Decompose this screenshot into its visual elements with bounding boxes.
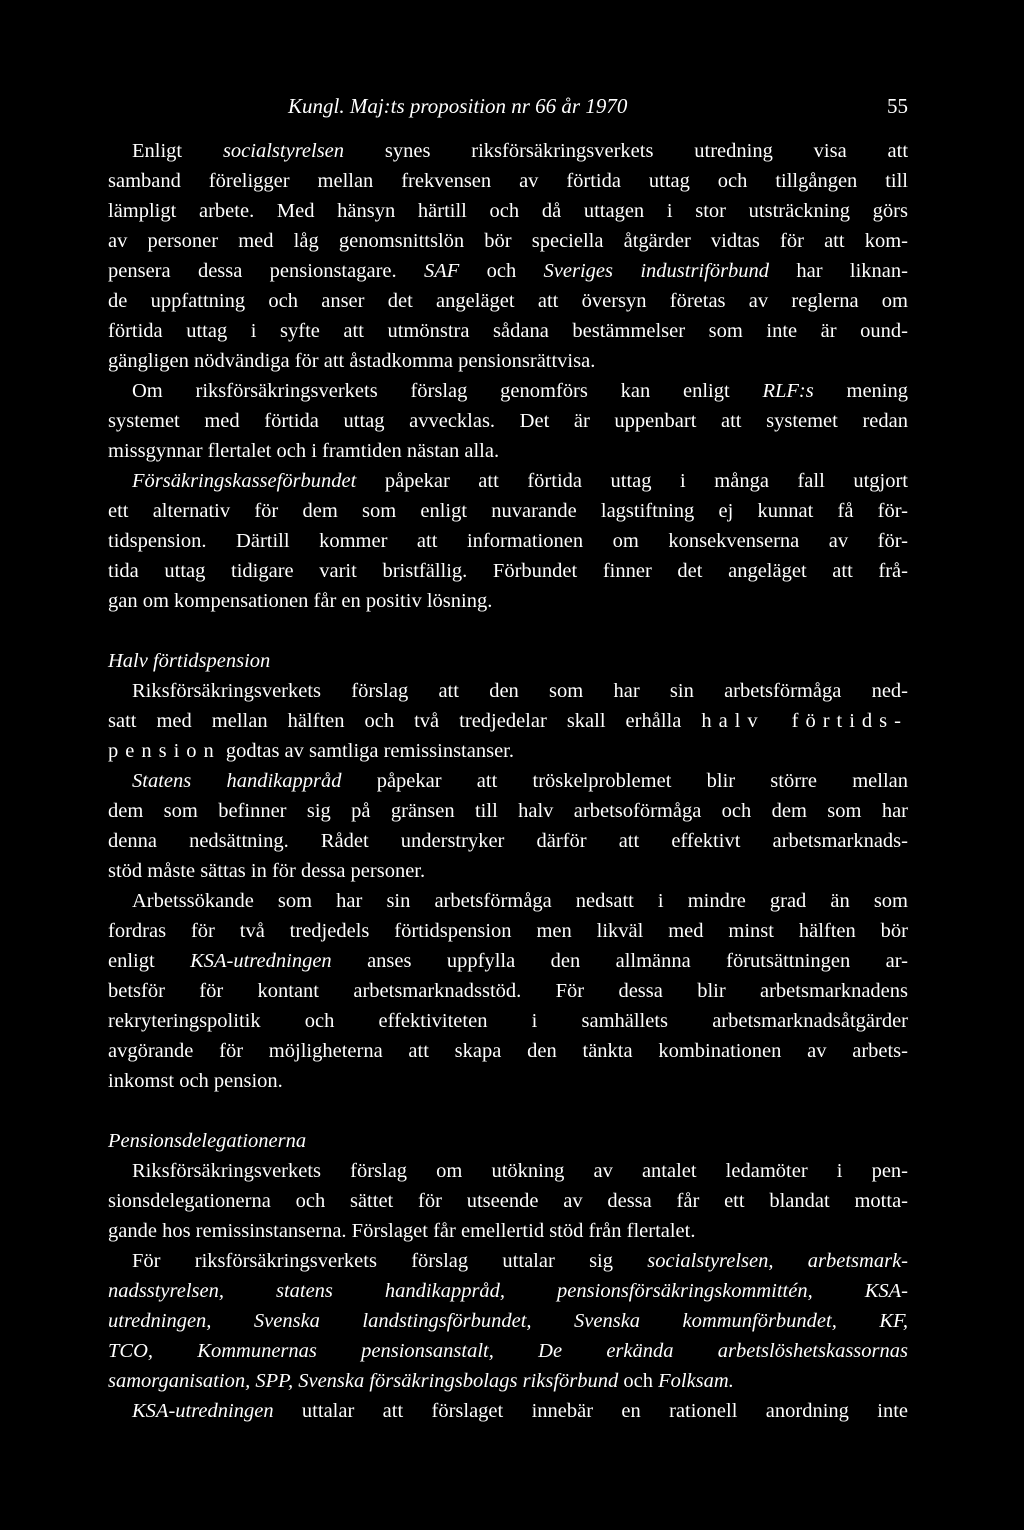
text-run: tidspension. Därtill kommer att informationen om konsekvenserna av för- (108, 530, 908, 552)
emphasis-run: Sveriges industriförbund (543, 260, 770, 282)
text-line (108, 1276, 908, 1306)
text-run: uttalar att förslaget innebär en rationell anordning inte (273, 1400, 908, 1422)
text-run: Om riksförsäkringsverkets förslag genomförs kan enligt (132, 380, 763, 402)
text-run: lämpligt arbete. Med hänsyn härtill och då uttagen i stor utsträckning görs (108, 200, 908, 222)
emphasis-run: Försäkringskasseförbundet (132, 470, 357, 492)
text-line (108, 1366, 908, 1396)
text-run: gängligen nödvändiga för att åstadkomma pensionsrättvisa. (108, 350, 596, 372)
text-run: anses uppfylla den allmänna förutsättningen ar- (331, 950, 909, 972)
text-run: Arbetssökande som har sin arbetsförmåga nedsatt i mindre grad än som (132, 890, 908, 912)
text-run: dem som befinner sig på gränsen till halv arbetsoförmåga och dem som har (108, 800, 908, 822)
text-line (108, 286, 908, 316)
emphasis-run: Folksam. (658, 1370, 734, 1392)
text-line (108, 436, 908, 466)
text-run: missgynnar flertalet och i framtiden nästan alla. (108, 440, 500, 462)
section-gap (108, 1096, 908, 1126)
text-run: mening (813, 380, 908, 402)
text-line (108, 1186, 908, 1216)
emphasis-run: RLF:s (762, 380, 814, 402)
text-line (108, 856, 908, 886)
emphasis-run: socialstyrelsen, arbetsmark- (647, 1250, 908, 1272)
emphasis-run: KSA-utredningen (190, 950, 332, 972)
text-line (108, 706, 908, 736)
header-gap (108, 124, 908, 136)
emphasis-run: nadsstyrelsen, statens handikappråd, pensionsförsäkringskommittén, KSA- (108, 1280, 908, 1302)
text-line (108, 226, 908, 256)
emphasis-run: utredningen, Svenska landstingsförbundet, Svenska kommunförbundet, KF, (108, 1310, 908, 1332)
text-line (108, 1336, 908, 1366)
text-run: har liknan- (769, 260, 908, 282)
text-line (108, 526, 908, 556)
text-line (108, 1066, 908, 1096)
text-line (108, 796, 908, 826)
running-head-title: Kungl. Maj:ts proposition nr 66 år 1970 (288, 94, 628, 118)
text-run: gande hos remissinstanserna. Förslaget får emellertid stöd från flertalet. (108, 1220, 696, 1242)
text-run: Riksförsäkringsverkets förslag om utökning av antalet ledamöter i pen- (132, 1160, 908, 1182)
text-line (108, 256, 908, 286)
text-run: betsför för kontant arbetsmarknadsstöd. För dessa blir arbetsmarknadens (108, 980, 908, 1002)
text-run: de uppfattning och anser det angeläget att översyn företas av reglerna om (108, 290, 908, 312)
text-run: För riksförsäkringsverkets förslag uttalar sig (132, 1250, 648, 1272)
text-run: tida uttag tidigare varit bristfällig. Förbundet finner det angeläget att frå- (108, 560, 908, 582)
emphasis-run: TCO, Kommunernas pensionsanstalt, De erkända arbetslöshetskassornas (108, 1340, 908, 1362)
text-line (108, 1246, 908, 1276)
section-gap (108, 616, 908, 646)
text-run: enligt (108, 950, 191, 972)
text-run: och (618, 1370, 659, 1392)
text-run: avgörande för möjligheterna att skapa den tänkta kombinationen av arbets- (108, 1040, 908, 1062)
text-line (108, 1306, 908, 1336)
text-run: denna nedsättning. Rådet understryker därför att effektivt arbetsmarknads- (108, 830, 908, 852)
page-number: 55 (887, 94, 908, 118)
text-line (108, 136, 908, 166)
text-run: förtida uttag i syfte att utmönstra sådana bestämmelser som inte är ound- (108, 320, 908, 342)
emphasis-run: Statens handikappråd (132, 770, 342, 792)
text-run: Riksförsäkringsverkets förslag att den som har sin arbetsförmåga ned- (132, 680, 908, 702)
text-run: påpekar att tröskelproblemet blir större mellan (341, 770, 908, 792)
text-line (108, 886, 908, 916)
text-run: systemet med förtida uttag avvecklas. Det är uppenbart att systemet redan (108, 410, 908, 432)
text-run: fordras för två tredjedels förtidspension men likväl med minst hälften bör (108, 920, 908, 942)
text-line (108, 586, 908, 616)
text-run: satt med mellan hälften och två tredjedelar skall erhålla (108, 710, 702, 732)
text-run: sionsdelegationerna och sättet för utseende av dessa får ett blandat motta- (108, 1190, 908, 1212)
emphasis-run: socialstyrelsen (222, 140, 345, 162)
text-line (108, 556, 908, 586)
text-line (108, 316, 908, 346)
text-run: synes riksförsäkringsverkets utredning visa att (344, 140, 909, 162)
emphasis-run: KSA-utredningen (132, 1400, 274, 1422)
spaced-term: halv förtids- (701, 710, 908, 732)
text-run: pensera dessa pensionstagare. (108, 260, 424, 282)
text-run: ett alternativ för dem som enligt nuvarande lagstiftning ej kunnat få för- (108, 500, 908, 522)
text-line (108, 406, 908, 436)
emphasis-run: SAF (423, 260, 460, 282)
text-run: rekryteringspolitik och effektiviteten i samhällets arbetsmarknadsåtgärder (108, 1010, 908, 1032)
text-line (108, 766, 908, 796)
text-run: och (459, 260, 544, 282)
text-line (108, 1006, 908, 1036)
text-line (108, 466, 908, 496)
emphasis-run: samorganisation, SPP, Svenska försäkringsbolags riksförbund (108, 1370, 619, 1392)
text-line (108, 196, 908, 226)
text-line (108, 826, 908, 856)
text-line (108, 166, 908, 196)
text-line (108, 946, 908, 976)
text-run: Enligt (132, 140, 223, 162)
section-heading: Halv förtidspension (108, 650, 271, 672)
text-run: gan om kompensationen får en positiv lösning. (108, 590, 493, 612)
text-line (108, 736, 908, 766)
text-line (108, 976, 908, 1006)
text-run: stöd måste sättas in för dessa personer. (108, 860, 426, 882)
text-run: inkomst och pension. (108, 1070, 283, 1092)
text-line (108, 1216, 908, 1246)
section-heading: Pensionsdelegationerna (108, 1130, 307, 1152)
spaced-term: pension (108, 740, 221, 762)
text-run: påpekar att förtida uttag i många fall utgjort (356, 470, 908, 492)
text-line (108, 1036, 908, 1066)
text-run: samband föreligger mellan frekvensen av förtida uttag och tillgången till (108, 170, 908, 192)
text-line (108, 346, 908, 376)
text-line (108, 1396, 908, 1426)
text-line (108, 496, 908, 526)
text-line (108, 376, 908, 406)
text-line (108, 916, 908, 946)
text-line (108, 1156, 908, 1186)
document-page (108, 88, 908, 1426)
body-text (108, 136, 908, 1426)
text-run: godtas av samtliga remissinstanser. (220, 740, 514, 762)
running-head (108, 88, 908, 124)
text-run: av personer med låg genomsnittslön bör speciella åtgärder vidtas för att kom- (108, 230, 908, 252)
text-line (108, 676, 908, 706)
